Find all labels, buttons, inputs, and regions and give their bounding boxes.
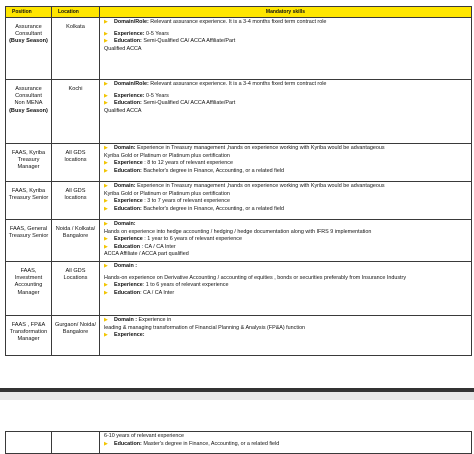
position-cell <box>6 144 52 182</box>
skill-text: Bachelor's degree in Finance, Accounting, or a related field <box>141 167 285 174</box>
arrow-bullet-icon: ▶ <box>104 243 108 250</box>
table-row <box>6 261 472 315</box>
skills-table-page-1 <box>5 6 471 356</box>
skills-cell <box>100 80 472 144</box>
skills-table-page-2 <box>5 431 471 454</box>
skill-line <box>104 206 467 214</box>
position-line: Transformation <box>9 329 48 336</box>
arrow-bullet-icon: ▶ <box>104 145 108 151</box>
position-line: Manager <box>17 336 40 343</box>
arrow-bullet-icon: ▶ <box>104 289 108 296</box>
skill-label: Experience <box>114 160 143 167</box>
skill-line <box>104 441 467 449</box>
skill-text: Qualified ACCA <box>104 45 142 52</box>
position-cell <box>6 315 52 355</box>
position-line: Assurance <box>15 24 42 30</box>
table-row <box>6 144 472 182</box>
location-line: Bangalore <box>62 329 89 336</box>
skill-line <box>104 229 467 237</box>
skill-text: Relevant assurance experience. It is a 3-4 months fixed term contract role <box>148 19 327 25</box>
location-cell <box>52 220 100 262</box>
arrow-bullet-icon: ▶ <box>104 38 108 45</box>
skill-line <box>104 236 467 244</box>
skills-cell <box>100 315 472 355</box>
arrow-bullet-icon: ▶ <box>104 440 108 447</box>
skill-line <box>104 244 467 252</box>
header-position: Position <box>6 7 52 18</box>
skill-label: Education: <box>114 440 142 447</box>
table-row <box>6 182 472 220</box>
skill-label: Experience <box>114 198 143 205</box>
location-cell <box>52 182 100 220</box>
table-row <box>6 315 472 355</box>
location-cell <box>52 261 100 315</box>
position-line: Manager <box>17 289 40 296</box>
skill-line <box>104 19 467 27</box>
skill-label: Education <box>114 289 141 296</box>
arrow-bullet-icon: ▶ <box>104 92 108 99</box>
position-line: Accounting <box>14 282 43 289</box>
skill-label: Experience <box>114 282 143 289</box>
arrow-bullet-icon: ▶ <box>104 160 108 167</box>
skill-line <box>104 263 467 271</box>
position-line: Non MENA <box>14 100 43 107</box>
skill-line <box>104 38 467 46</box>
location-line: All GDS <box>65 150 86 156</box>
skill-label: Domain: <box>114 221 136 227</box>
position-line: Treasury Senior <box>8 233 49 240</box>
skill-label: Experience: <box>114 30 145 37</box>
position-line: FAAS , FP&A <box>11 321 46 328</box>
arrow-bullet-icon: ▶ <box>104 205 108 212</box>
skill-line <box>104 198 467 206</box>
skill-label: Education: <box>114 167 142 174</box>
skill-label: Domain: <box>114 145 136 151</box>
location-line: locations <box>64 195 87 202</box>
skill-text: Qualified ACCA <box>104 107 142 114</box>
position-cell-empty <box>6 432 52 454</box>
skill-text: 0-5 Years <box>144 30 169 37</box>
skill-text: Master's degree in Finance, Accounting, or a related field <box>141 440 280 447</box>
skill-label: Domain : <box>114 316 138 323</box>
skill-label: Experience <box>114 236 143 243</box>
skill-text: Experience in Treasury management ,hands on experience working with Kyriba would be advantageous <box>135 183 385 189</box>
skill-text: Bachelor's degree in Finance, Accounting, or a related field <box>141 205 285 212</box>
position-cell <box>6 80 52 144</box>
skill-label: Education: <box>114 205 142 212</box>
arrow-bullet-icon: ▶ <box>104 100 108 107</box>
skill-text: : 1 year to 6 years of relevant experience <box>142 236 242 243</box>
arrow-bullet-icon: ▶ <box>104 262 108 269</box>
skill-text: Semi-Qualified CA/ ACCA Affiliate/Part <box>141 38 236 45</box>
location-line: Kolkata <box>66 24 85 30</box>
arrow-bullet-icon: ▶ <box>104 167 108 174</box>
skill-line <box>104 325 467 333</box>
table-row <box>6 80 472 144</box>
skill-label: Domain : <box>114 262 138 269</box>
skill-text: 6-10 years of relevant experience <box>104 433 185 439</box>
location-cell <box>52 80 100 144</box>
skill-line <box>104 46 467 54</box>
location-cell <box>52 18 100 80</box>
skill-text: : 3 to 7 years of relevant experience <box>142 198 230 205</box>
skill-text: Experience in Treasury management ,hands on experience working with Kyriba would be advantageous <box>135 145 385 151</box>
skill-text: Semi-Qualified CA/ ACCA Affiliate/Part <box>141 100 236 107</box>
skill-line <box>104 168 467 176</box>
skill-text: Experience in <box>137 316 172 323</box>
skill-text: Relevant assurance experience. It is a 3-4 months fixed term contract role <box>148 81 327 87</box>
table-header-row <box>6 7 472 18</box>
skill-line <box>104 93 467 101</box>
arrow-bullet-icon: ▶ <box>104 332 108 339</box>
location-line: locations <box>64 157 87 164</box>
skill-text: leading & managing transformation of Financial Planning & Analysis (FP&A) function <box>104 324 306 331</box>
arrow-bullet-icon: ▶ <box>104 282 108 289</box>
skill-text: ACCA Affiliate / ACCA part qualified <box>104 251 189 258</box>
skill-text: Hands-on experience on Derivative Accounting / accounting of equities , bonds or securities preferably from Insurance Industry <box>104 274 407 281</box>
location-line: Kochi <box>68 86 83 92</box>
skill-label: Education <box>114 243 141 250</box>
skills-cell <box>100 144 472 182</box>
location-line: All GDS <box>65 188 86 194</box>
skill-label: Domain/Role: <box>114 19 149 25</box>
skill-text: : CA / CA Inter <box>140 243 176 250</box>
skill-line <box>104 108 467 116</box>
position-line: Consultant <box>15 93 42 100</box>
skill-line <box>104 100 467 108</box>
page-gap <box>0 392 474 400</box>
skill-line <box>104 160 467 168</box>
position-line: Treasury <box>17 157 40 164</box>
skill-text: : 8 to 12 years of relevant experience <box>142 160 233 167</box>
position-season: (Busy Season) <box>9 107 48 114</box>
position-line: FAAS, Kyriba <box>11 150 46 156</box>
skill-line <box>104 145 467 153</box>
skill-text: Kyriba Gold or Platinum or Platinum plus certification <box>104 190 230 197</box>
skill-line <box>104 282 467 290</box>
arrow-bullet-icon: ▶ <box>104 183 108 189</box>
skill-line <box>104 221 467 229</box>
skills-cell <box>100 18 472 80</box>
skill-label: Domain/Role: <box>114 81 149 87</box>
skill-text: : CA / CA Inter <box>140 289 175 296</box>
arrow-bullet-icon: ▶ <box>104 236 108 243</box>
arrow-bullet-icon: ▶ <box>104 316 108 323</box>
skill-line <box>104 317 467 325</box>
skill-line <box>104 153 467 161</box>
location-line: Locations <box>63 275 88 282</box>
location-cell-empty <box>52 432 100 454</box>
location-line: Noida / Kolkata/ <box>55 226 96 232</box>
skill-label: Experience: <box>114 332 145 339</box>
arrow-bullet-icon: ▶ <box>104 198 108 205</box>
skills-cell <box>100 220 472 262</box>
skills-cell <box>100 182 472 220</box>
arrow-bullet-icon: ▶ <box>104 221 108 227</box>
skills-table-continued <box>5 431 472 454</box>
header-mandatory-skills: Mandatory skills <box>100 7 472 18</box>
skill-text: Kyriba Gold or Platinum or Platinum plus certification <box>104 152 230 159</box>
skill-text: 0-5 Years <box>144 92 169 99</box>
skill-label: Domain: <box>114 183 136 189</box>
header-location: Location <box>52 7 100 18</box>
skill-line <box>104 290 467 298</box>
skill-text: Hands on experience into hedge accounting / hedging / hedge documentation along with IFRS 9 implementation <box>104 228 372 235</box>
skill-line <box>104 31 467 39</box>
skill-label: Education: <box>114 38 142 45</box>
skill-text: : 1 to 6 years of relevant experience <box>142 282 229 289</box>
skill-line <box>104 251 467 259</box>
position-line: FAAS, General <box>9 226 48 232</box>
position-cell <box>6 261 52 315</box>
position-cell <box>6 18 52 80</box>
arrow-bullet-icon: ▶ <box>104 19 108 25</box>
skill-line <box>104 183 467 191</box>
skills-table <box>5 6 472 356</box>
location-line: Gurgaon/ Noida/ <box>54 321 97 328</box>
arrow-bullet-icon: ▶ <box>104 81 108 87</box>
skill-label: Education: <box>114 100 142 107</box>
skill-line <box>104 191 467 199</box>
table-row <box>6 220 472 262</box>
position-cell <box>6 182 52 220</box>
location-cell <box>52 315 100 355</box>
position-line: FAAS, <box>20 267 37 274</box>
position-season: (Busy Season) <box>9 38 48 45</box>
arrow-bullet-icon: ▶ <box>104 30 108 37</box>
skill-line <box>104 332 467 340</box>
position-line: Treasury Senior <box>8 195 49 202</box>
position-line: Assurance <box>15 86 42 92</box>
position-line: Consultant <box>15 31 42 38</box>
position-line: Investment <box>14 275 43 282</box>
location-line: All GDS <box>65 267 86 274</box>
position-line: Manager <box>17 164 40 171</box>
skill-line <box>104 433 467 441</box>
skill-label: Experience: <box>114 92 145 99</box>
skill-line <box>104 275 467 283</box>
skills-cell <box>100 261 472 315</box>
table-row-continued <box>6 432 472 454</box>
skills-cell <box>100 432 472 454</box>
position-line: FAAS, Kyriba <box>11 188 46 194</box>
position-cell <box>6 220 52 262</box>
location-cell <box>52 144 100 182</box>
table-row <box>6 18 472 80</box>
location-line: Bangalore <box>62 233 89 240</box>
skill-line <box>104 81 467 89</box>
